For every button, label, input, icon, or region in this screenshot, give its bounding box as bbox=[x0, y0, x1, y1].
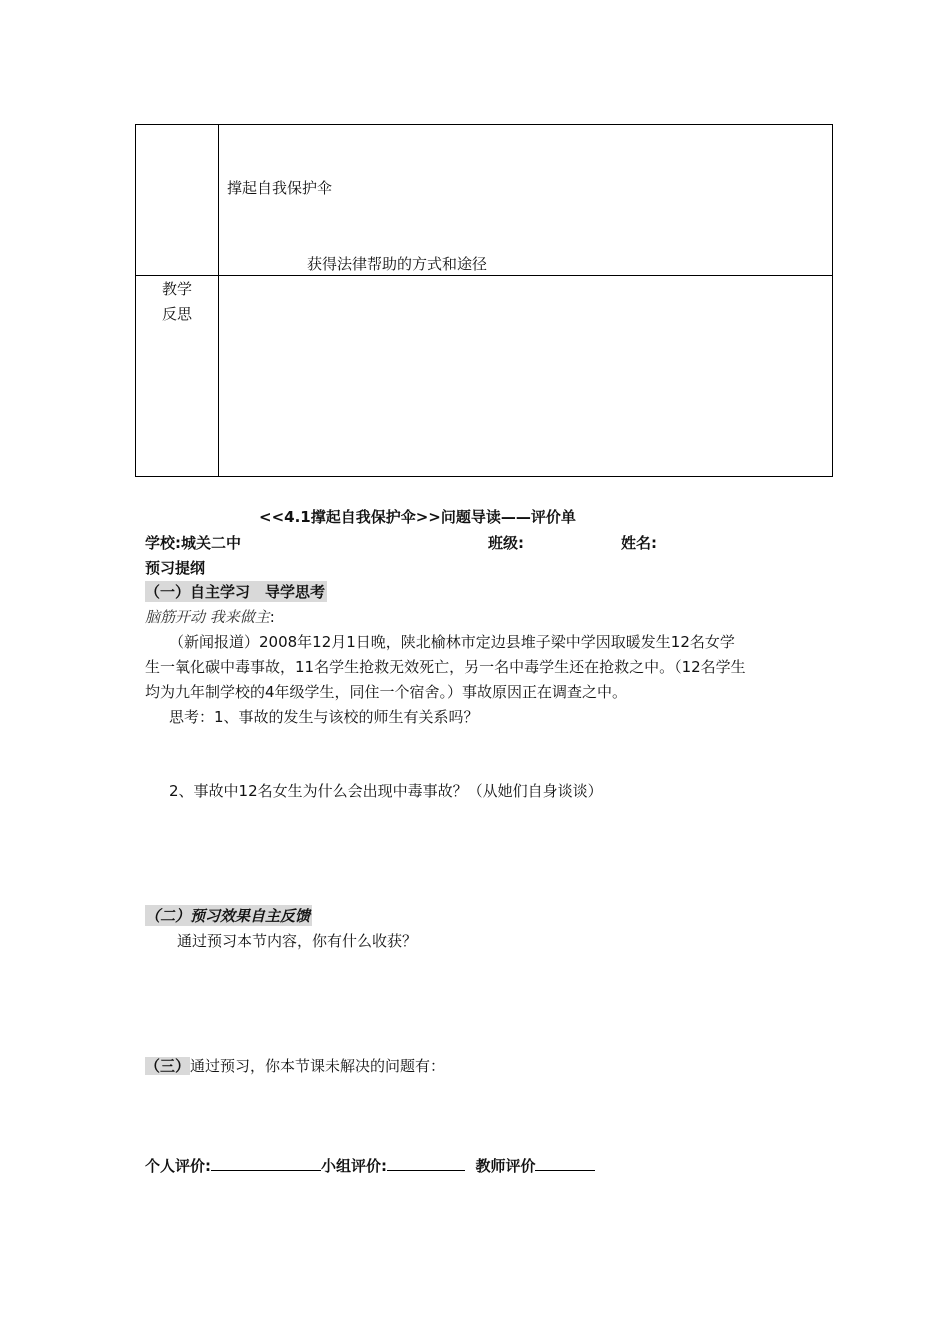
section3-text: 通过预习，你本节课未解决的问题有： bbox=[190, 1057, 446, 1075]
section1-subheading-colon: : bbox=[269, 608, 275, 626]
class-label: 班级: bbox=[488, 534, 524, 552]
evaluation-line bbox=[145, 1155, 595, 1176]
question-2: 2、事故中12名女生为什么会出现中毒事故？（从她们自身谈谈） bbox=[169, 782, 603, 800]
page-title: <<4.1撑起自我保护伞>>问题导读——评价单 bbox=[259, 508, 576, 526]
teacher-evaluation-blank[interactable] bbox=[535, 1156, 595, 1171]
outline-heading: 预习提纲 bbox=[145, 559, 206, 577]
section2-heading: （二）预习效果自主反馈 bbox=[145, 907, 311, 925]
name-label: 姓名: bbox=[621, 534, 657, 552]
personal-evaluation-label: 个人评价: bbox=[145, 1157, 211, 1175]
table-column-divider bbox=[218, 125, 219, 476]
table-cell-text-2: 获得法律帮助的方式和途径 bbox=[307, 255, 488, 273]
reflection-table bbox=[135, 124, 833, 477]
teacher-evaluation-label: 教师评价 bbox=[475, 1157, 536, 1175]
question-1: 思考：1、事故的发生与该校的师生有关系吗？ bbox=[169, 708, 479, 726]
table-cell-text-1: 撑起自我保护伞 bbox=[227, 179, 333, 197]
table-row-divider bbox=[136, 275, 832, 276]
group-evaluation-label: 小组评价: bbox=[321, 1157, 387, 1175]
personal-evaluation-blank[interactable] bbox=[211, 1156, 321, 1171]
section3-line bbox=[145, 1055, 445, 1076]
table-row-label-2: 反思 bbox=[162, 305, 193, 323]
school-label: 学校:城关二中 bbox=[145, 534, 241, 552]
news-paragraph-line-3: 均为九年制学校的4年级学生，同住一个宿舍。）事故原因正在调查之中。 bbox=[145, 683, 628, 701]
section1-subheading: 脑筋开动 我来做主 bbox=[145, 608, 270, 626]
group-evaluation-blank[interactable] bbox=[387, 1156, 465, 1171]
news-paragraph-line-1: （新闻报道）2008年12月1日晚，陕北榆林市定边县堆子梁中学因取暖发生12名女学 bbox=[169, 633, 735, 651]
table-row-label-1: 教学 bbox=[162, 280, 193, 298]
section1-subheading-wrap bbox=[145, 606, 275, 627]
section2-text: 通过预习本节内容，你有什么收获？ bbox=[177, 932, 418, 950]
news-paragraph-line-2: 生一氧化碳中毒事故，11名学生抢救无效死亡，另一名中毒学生还在抢救之中。（12名学生 bbox=[145, 658, 746, 676]
section3-heading: （三） bbox=[145, 1057, 191, 1075]
section1-heading: （一）自主学习 导学思考 bbox=[145, 583, 326, 601]
